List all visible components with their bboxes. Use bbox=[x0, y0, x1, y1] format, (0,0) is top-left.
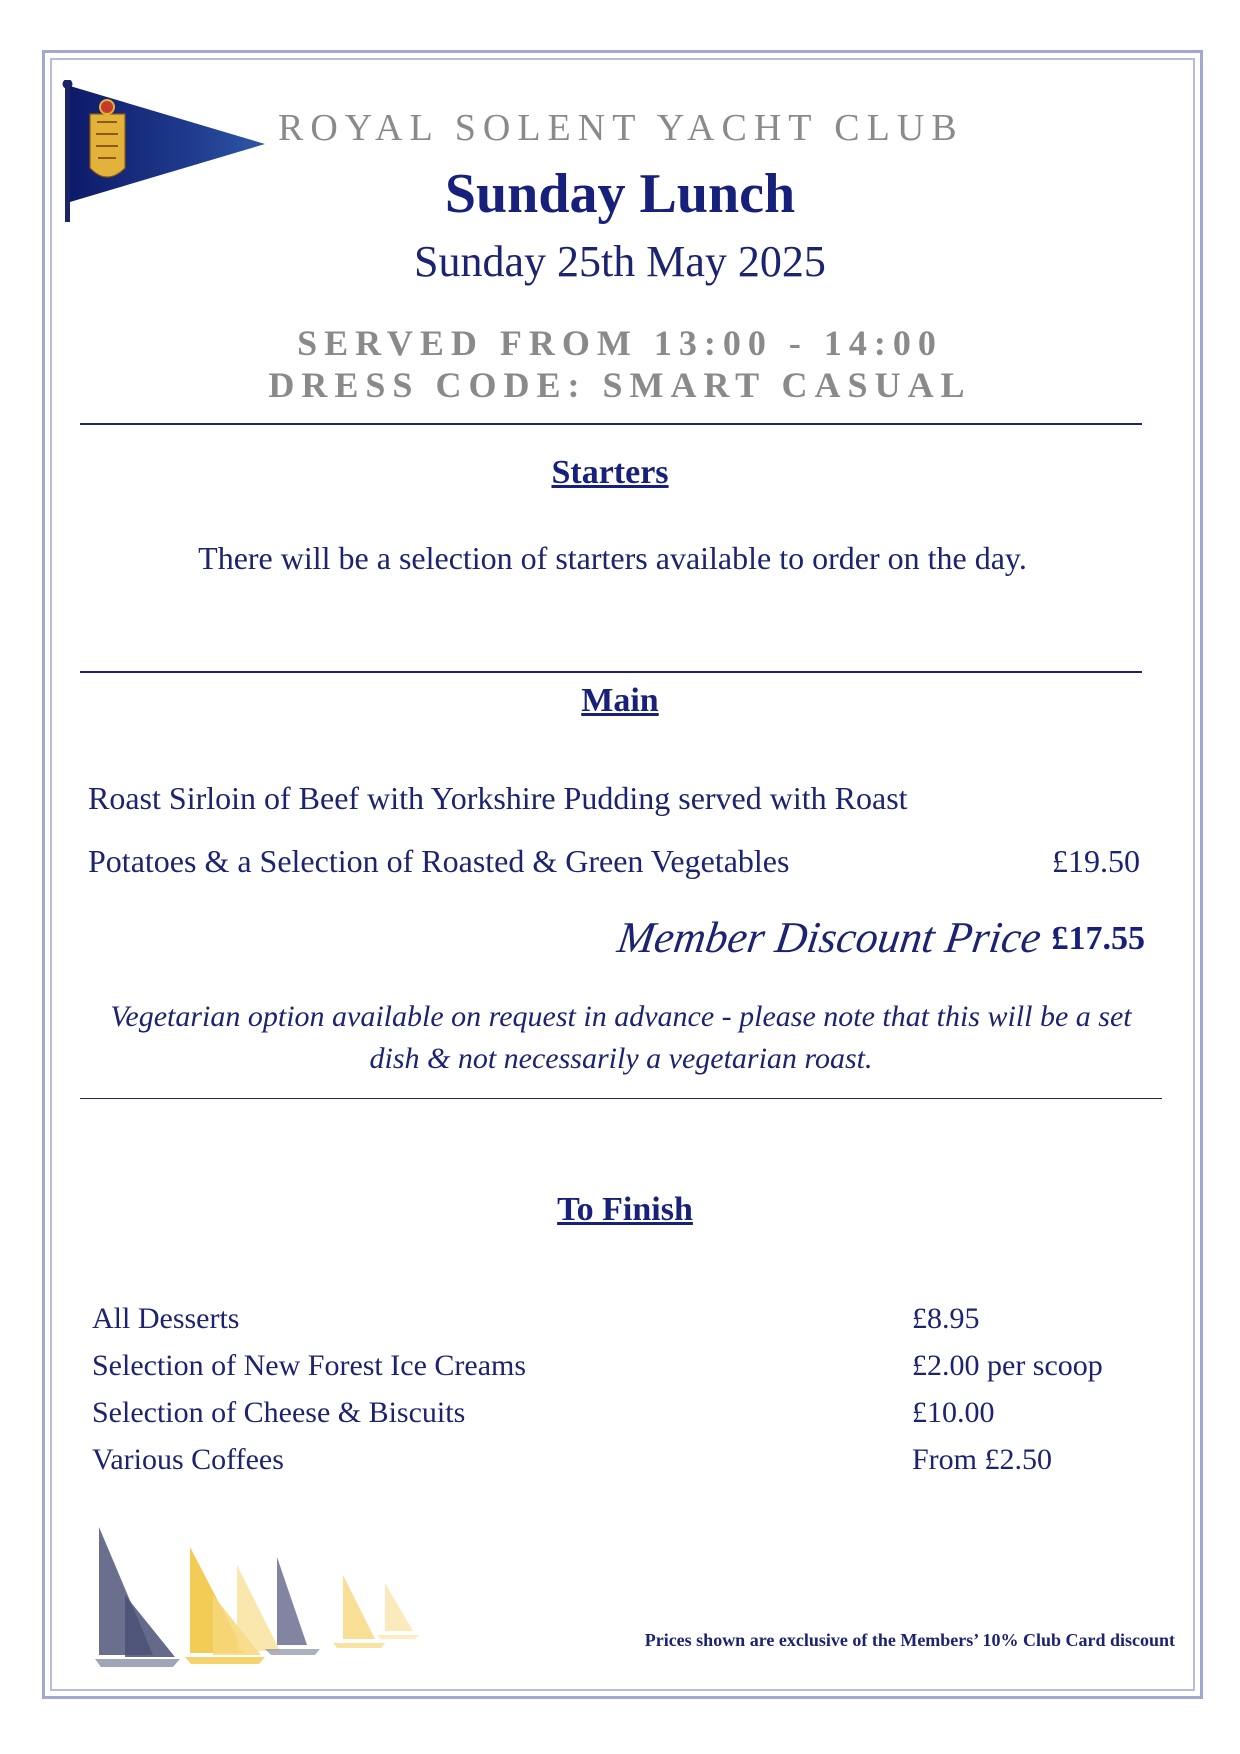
member-discount-label: Member Discount Price bbox=[614, 913, 1045, 962]
item-price: £8.95 bbox=[912, 1302, 980, 1335]
item-name: Selection of Cheese & Biscuits bbox=[92, 1396, 466, 1429]
divider bbox=[80, 1098, 1162, 1099]
club-name: ROYAL SOLENT YACHT CLUB bbox=[278, 107, 964, 149]
member-discount-price: £17.55 bbox=[1051, 920, 1145, 957]
finish-heading: To Finish bbox=[557, 1191, 693, 1228]
sailboats-icon bbox=[85, 1525, 455, 1675]
vegetarian-note-line1: Vegetarian option available on request in advance - please note that this will be a set bbox=[110, 1000, 1132, 1033]
item-price: £2.00 per scoop bbox=[912, 1349, 1103, 1382]
list-item bbox=[92, 1349, 1152, 1393]
main-heading: Main bbox=[581, 682, 659, 719]
starters-description: There will be a selection of starters available to order on the day. bbox=[198, 540, 1027, 576]
item-price: From £2.50 bbox=[912, 1443, 1053, 1476]
page-title: Sunday Lunch bbox=[444, 163, 796, 225]
list-item bbox=[92, 1396, 1152, 1440]
item-name: All Desserts bbox=[92, 1302, 240, 1335]
divider bbox=[80, 423, 1142, 425]
starters-heading: Starters bbox=[551, 454, 669, 491]
list-item bbox=[92, 1443, 1152, 1487]
main-dish-description-cont: Potatoes & a Selection of Roasted & Green Vegetables bbox=[88, 843, 790, 879]
vegetarian-note-line2: dish & not necessarily a vegetarian roast. bbox=[369, 1042, 873, 1075]
dress-code: DRESS CODE: SMART CASUAL bbox=[268, 365, 972, 405]
list-item bbox=[92, 1302, 1152, 1346]
item-name: Various Coffees bbox=[92, 1443, 284, 1476]
event-date: Sunday 25th May 2025 bbox=[414, 237, 826, 286]
serving-time: SERVED FROM 13:00 - 14:00 bbox=[297, 323, 943, 363]
main-dish-description: Roast Sirloin of Beef with Yorkshire Pudding served with Roast bbox=[88, 780, 908, 816]
divider bbox=[80, 671, 1142, 673]
item-name: Selection of New Forest Ice Creams bbox=[92, 1349, 527, 1382]
item-price: £10.00 bbox=[912, 1396, 995, 1429]
price-footnote: Prices shown are exclusive of the Members’ 10% Club Card discount bbox=[644, 1630, 1175, 1650]
main-price: £19.50 bbox=[1052, 843, 1140, 879]
vegetarian-note bbox=[96, 996, 1146, 1080]
